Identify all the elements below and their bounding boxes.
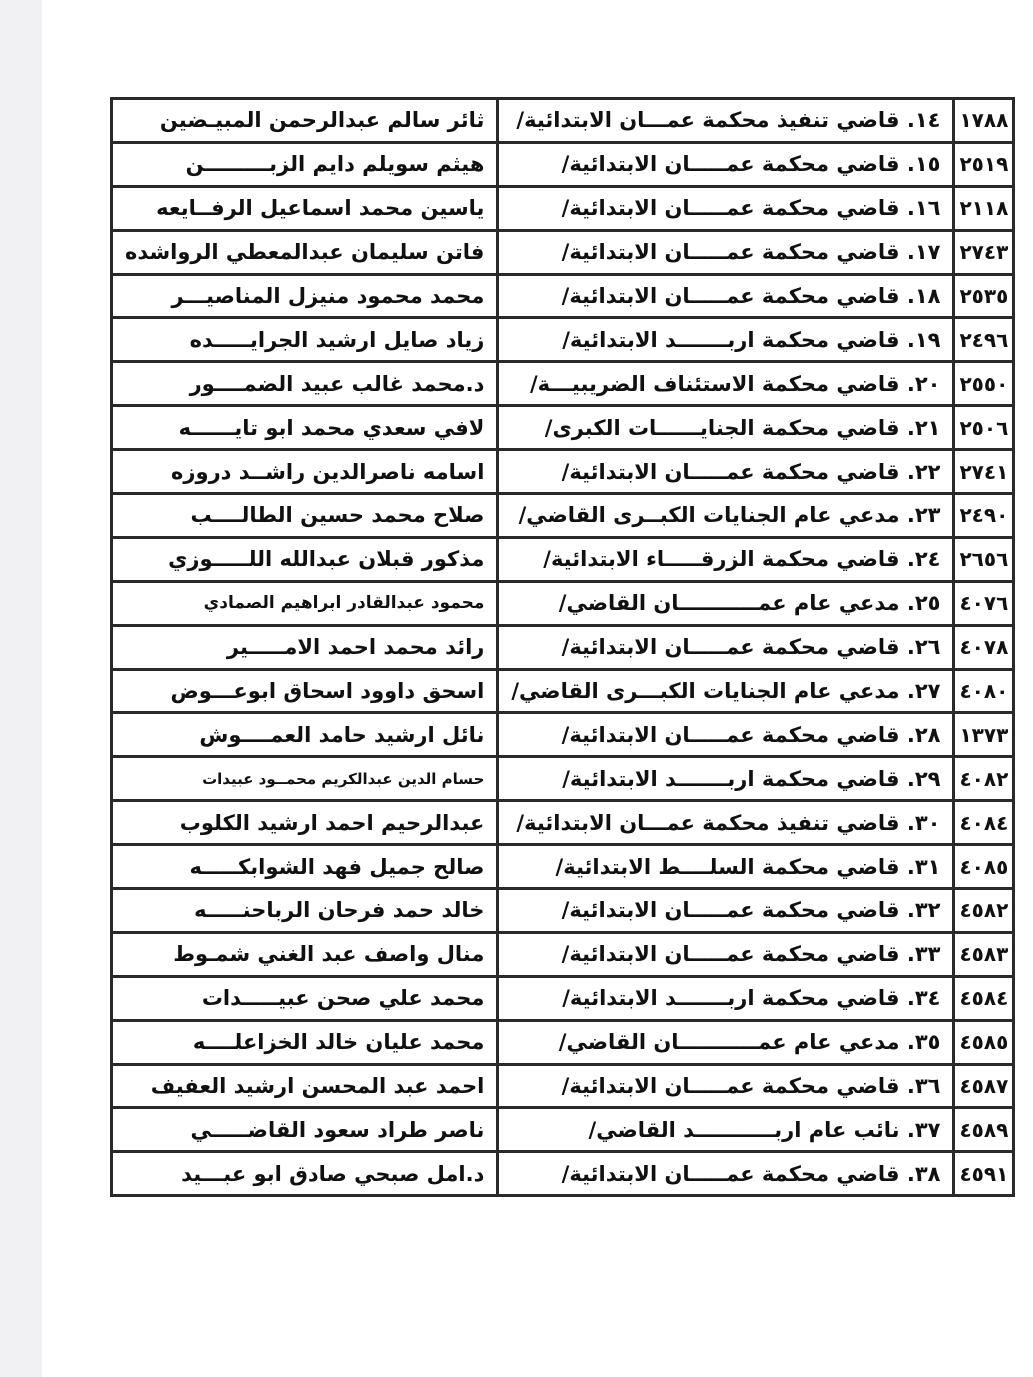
position-cell: ٢٨. قاضي محكمة عمـــــان الابتدائية/ <box>499 714 952 755</box>
position-cell: ٢٢. قاضي محكمة عمـــــان الابتدائية/ <box>499 451 952 492</box>
table-row <box>113 758 1012 799</box>
table-row <box>113 583 1012 624</box>
position-cell: ٢٧. مدعي عام الجنايات الكبـــرى القاضي/ <box>499 671 952 712</box>
position-cell: ١٩. قاضي محكمة اربـــــــد الابتدائية/ <box>499 319 952 360</box>
position-cell: ٣٦. قاضي محكمة عمـــــان الابتدائية/ <box>499 1066 952 1107</box>
employee-number-cell: ٢٤٩٦ <box>955 319 1012 360</box>
name-cell: نائل ارشيد حامد العمــــوش <box>113 714 496 755</box>
table-row <box>113 890 1012 931</box>
name-cell: محمد علي صحن عبيـــــدات <box>113 978 496 1019</box>
employee-number-cell: ٤٠٧٦ <box>955 583 1012 624</box>
name-cell: د.امل صبحي صادق ابو عبـــيد <box>113 1153 496 1194</box>
name-cell: رائد محمد احمد الامـــــير <box>113 627 496 668</box>
position-cell: ٢٥. مدعي عام عمـــــــــــان القاضي/ <box>499 583 952 624</box>
position-cell: ١٧. قاضي محكمة عمـــــان الابتدائية/ <box>499 232 952 273</box>
name-cell: ثائر سالم عبدالرحمن المبيـضين <box>113 100 496 141</box>
table-row <box>113 144 1012 185</box>
table-row <box>113 802 1012 843</box>
table-row <box>113 539 1012 580</box>
employee-number-cell: ٤٠٨٠ <box>955 671 1012 712</box>
name-cell: هيثم سويلم دايم الزبـــــــــن <box>113 144 496 185</box>
position-cell: ٢٦. قاضي محكمة عمـــــان الابتدائية/ <box>499 627 952 668</box>
position-cell: ١٥. قاضي محكمة عمـــــان الابتدائية/ <box>499 144 952 185</box>
name-cell: فاتن سليمان عبدالمعطي الرواشده <box>113 232 496 273</box>
name-cell: احمد عبد المحسن ارشيد العفيف <box>113 1066 496 1107</box>
name-cell: منال واصف عبد الغني شمـوط <box>113 934 496 975</box>
left-margin-strip <box>0 0 42 1377</box>
table-row <box>113 188 1012 229</box>
employee-number-cell: ٢٥١٩ <box>955 144 1012 185</box>
position-cell: ١٨. قاضي محكمة عمـــــان الابتدائية/ <box>499 276 952 317</box>
employee-number-cell: ٢١١٨ <box>955 188 1012 229</box>
position-cell: ٣٢. قاضي محكمة عمـــــان الابتدائية/ <box>499 890 952 931</box>
position-cell: ٣٠. قاضي تنفيذ محكمة عمـــان الابتدائية/ <box>499 802 952 843</box>
employee-number-cell: ٢٥٠٦ <box>955 407 1012 448</box>
position-cell: ٣٨. قاضي محكمة عمـــــان الابتدائية/ <box>499 1153 952 1194</box>
employee-number-cell: ١٣٧٣ <box>955 714 1012 755</box>
position-cell: ٢٣. مدعي عام الجنايات الكبــرى القاضي/ <box>499 495 952 536</box>
name-cell: د.محمد غالب عبيد الضمــــور <box>113 363 496 404</box>
position-cell: ٣٤. قاضي محكمة اربـــــــد الابتدائية/ <box>499 978 952 1019</box>
table-row <box>113 100 1012 141</box>
name-cell: زياد صايل ارشيد الجرايـــــده <box>113 319 496 360</box>
employee-number-cell: ٤٥٨٣ <box>955 934 1012 975</box>
judges-table <box>110 97 1015 1197</box>
employee-number-cell: ٢٥٣٥ <box>955 276 1012 317</box>
employee-number-cell: ٤٥٨٩ <box>955 1109 1012 1150</box>
employee-number-cell: ٤٠٧٨ <box>955 627 1012 668</box>
employee-number-cell: ١٧٨٨ <box>955 100 1012 141</box>
position-cell: ٢١. قاضي محكمة الجنايــــــات الكبرى/ <box>499 407 952 448</box>
name-cell: محمد عليان خالد الخزاعلــــه <box>113 1022 496 1063</box>
position-cell: ٢٤. قاضي محكمة الزرقـــــاء الابتدائية/ <box>499 539 952 580</box>
employee-number-cell: ٢٥٥٠ <box>955 363 1012 404</box>
position-cell: ٢٠. قاضي محكمة الاستئناف الضريبيـــة/ <box>499 363 952 404</box>
table-row <box>113 934 1012 975</box>
employee-number-cell: ٤٥٨٤ <box>955 978 1012 1019</box>
table-row <box>113 495 1012 536</box>
position-cell: ٣٣. قاضي محكمة عمـــــان الابتدائية/ <box>499 934 952 975</box>
table-row <box>113 232 1012 273</box>
table-row <box>113 627 1012 668</box>
employee-number-cell: ٤٥٨٥ <box>955 1022 1012 1063</box>
position-cell: ١٤. قاضي تنفيذ محكمة عمـــان الابتدائية/ <box>499 100 952 141</box>
position-cell: ١٦. قاضي محكمة عمـــــان الابتدائية/ <box>499 188 952 229</box>
name-cell: اسحق داوود اسحاق ابوعـــوض <box>113 671 496 712</box>
table-row <box>113 671 1012 712</box>
name-cell: ناصر طراد سعود القاضـــــي <box>113 1109 496 1150</box>
position-cell: ٣٥. مدعي عام عمـــــــــــان القاضي/ <box>499 1022 952 1063</box>
table-row <box>113 363 1012 404</box>
table-body <box>113 100 1012 1194</box>
table-row <box>113 319 1012 360</box>
name-cell: محمود عبدالقادر ابراهيم الصمادي <box>113 583 496 624</box>
employee-number-cell: ٤٥٨٧ <box>955 1066 1012 1107</box>
table-row <box>113 1022 1012 1063</box>
position-cell: ٣٧. نائب عام اربـــــــــــد القاضي/ <box>499 1109 952 1150</box>
table-row <box>113 407 1012 448</box>
employee-number-cell: ٤٠٨٥ <box>955 846 1012 887</box>
employee-number-cell: ٤٥٨٢ <box>955 890 1012 931</box>
name-cell: محمد محمود منيزل المناصيـــر <box>113 276 496 317</box>
name-cell: خالد حمد فرحان الرباحنـــــه <box>113 890 496 931</box>
table-row <box>113 451 1012 492</box>
name-cell: عبدالرحيم احمد ارشيد الكلوب <box>113 802 496 843</box>
table-row <box>113 1109 1012 1150</box>
employee-number-cell: ٤٥٩١ <box>955 1153 1012 1194</box>
name-cell: ياسين محمد اسماعيل الرفــايعه <box>113 188 496 229</box>
name-cell: صالح جميل فهد الشوابكـــــه <box>113 846 496 887</box>
table-row <box>113 1153 1012 1194</box>
employee-number-cell: ٤٠٨٤ <box>955 802 1012 843</box>
table-row <box>113 978 1012 1019</box>
employee-number-cell: ٢٧٤٣ <box>955 232 1012 273</box>
table-row <box>113 276 1012 317</box>
name-cell: لافي سعدي محمد ابو تايــــــه <box>113 407 496 448</box>
employee-number-cell: ٢٦٥٦ <box>955 539 1012 580</box>
table-row <box>113 714 1012 755</box>
employee-number-cell: ٢٧٤١ <box>955 451 1012 492</box>
name-cell: حسام الدين عبدالكريم محمــود عبيدات <box>113 758 496 799</box>
employee-number-cell: ٤٠٨٢ <box>955 758 1012 799</box>
position-cell: ٢٩. قاضي محكمة اربـــــــد الابتدائية/ <box>499 758 952 799</box>
table-row <box>113 1066 1012 1107</box>
table-row <box>113 846 1012 887</box>
employee-number-cell: ٢٤٩٠ <box>955 495 1012 536</box>
position-cell: ٣١. قاضي محكمة السلــــط الابتدائية/ <box>499 846 952 887</box>
name-cell: مذكور قبلان عبدالله اللـــــوزي <box>113 539 496 580</box>
name-cell: اسامه ناصرالدين راشــد دروزه <box>113 451 496 492</box>
name-cell: صلاح محمد حسين الطالــــب <box>113 495 496 536</box>
